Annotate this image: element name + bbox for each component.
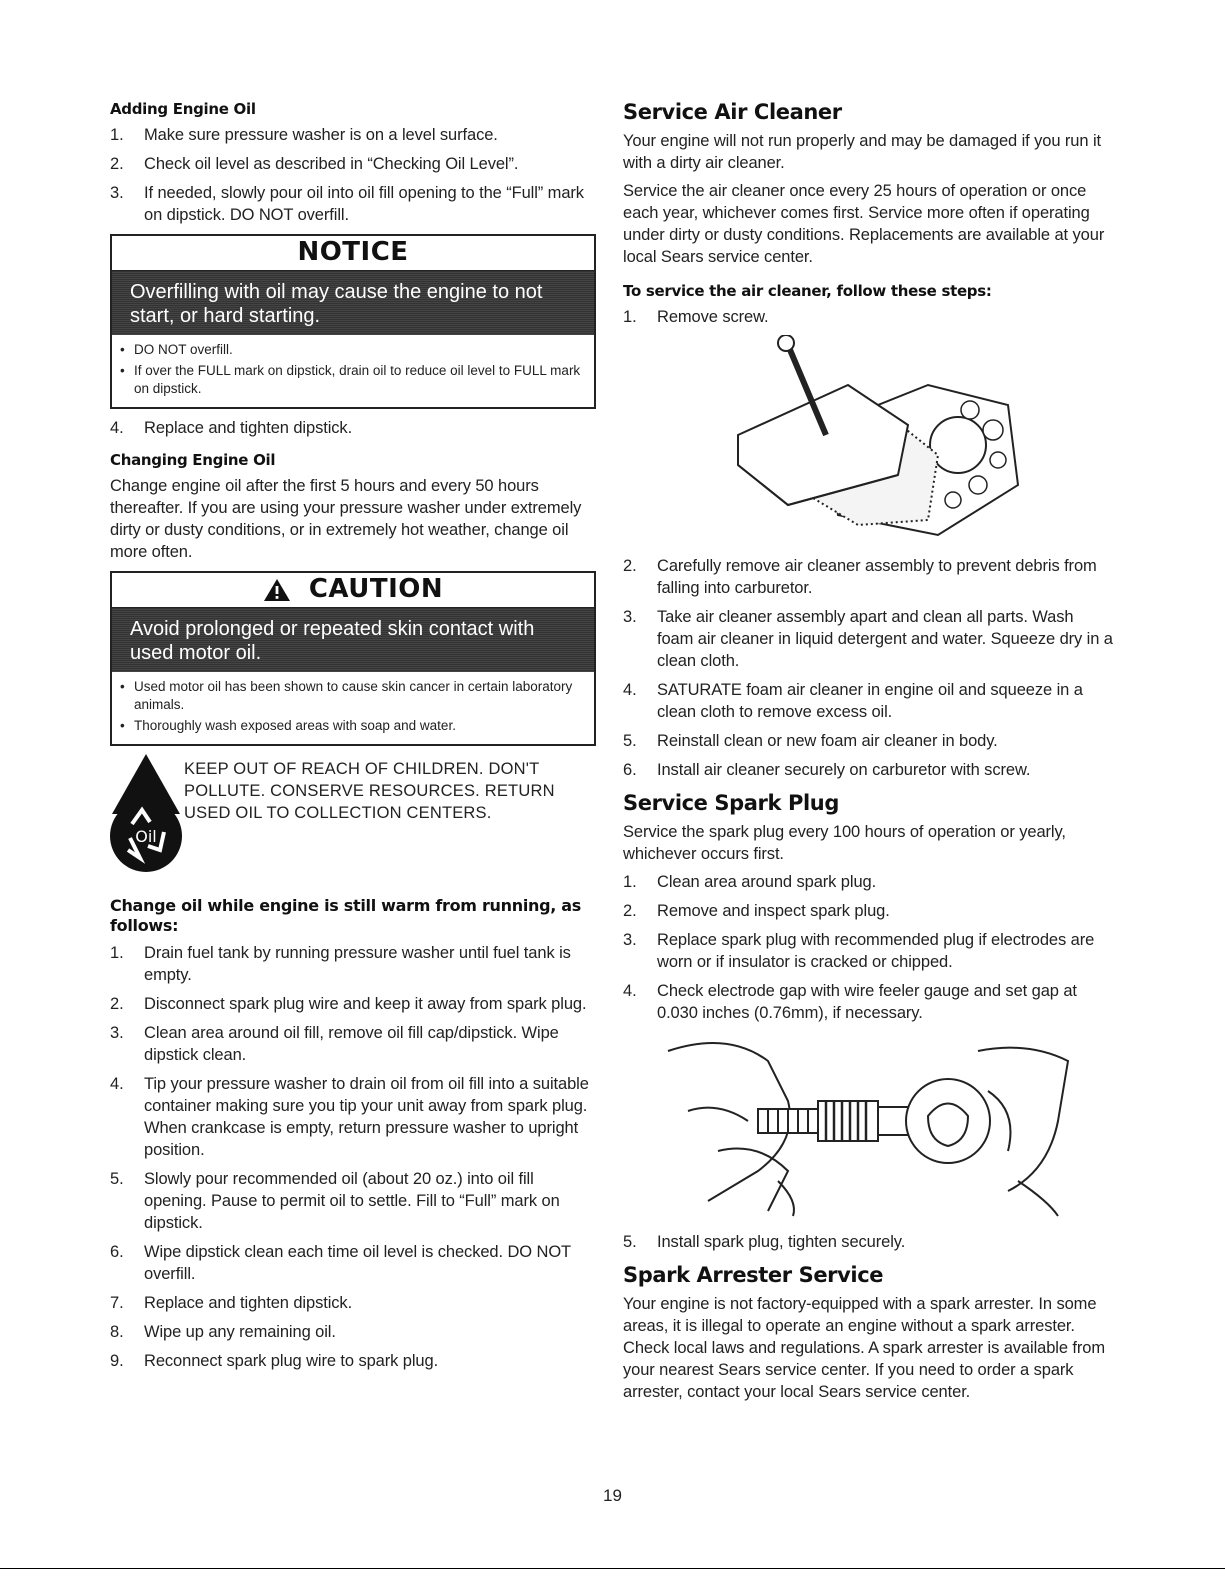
air-cleaner-illustration xyxy=(708,335,1028,545)
page-number: 19 xyxy=(603,1486,622,1505)
adding-oil-steps xyxy=(110,124,596,226)
notice-banner: Overfilling with oil may cause the engine to not start, or hard starting. xyxy=(112,270,594,335)
changing-oil-steps xyxy=(110,942,596,1372)
warm-oil-heading: Change oil while engine is still warm from running, as follows: xyxy=(110,896,582,935)
air-cleaner-steps xyxy=(623,555,1113,781)
list-item: 5. Slowly pour recommended oil (about 20 oz.) into oil fill opening. Pause to permit oil to settle. Fill to “Full” mark on dipstick. xyxy=(110,1170,560,1232)
list-item: 3. Replace spark plug with recommended plug if electrodes are worn or if insulator is cracked or chipped. xyxy=(623,931,1095,971)
spark-plug-para: Service the spark plug every 100 hours of operation or yearly, whichever occurs first. xyxy=(623,823,1066,863)
oil-recycle-icon xyxy=(110,754,182,882)
recycle-notice xyxy=(110,754,596,886)
caution-banner: Avoid prolonged or repeated skin contact with used motor oil. xyxy=(112,607,594,672)
list-item: 3. If needed, slowly pour oil into oil fill opening to the “Full” mark on dipstick. DO NOT overfill. xyxy=(110,184,584,224)
caution-title: CAUTION xyxy=(308,574,444,604)
list-item: 4. Replace and tighten dipstick. xyxy=(110,419,353,437)
list-item: 9. Reconnect spark plug wire to spark plug. xyxy=(110,1352,439,1370)
list-item: 4. Check electrode gap with wire feeler gauge and set gap at 0.030 inches (0.76mm), if necessary. xyxy=(623,982,1077,1022)
adding-oil-heading: Adding Engine Oil xyxy=(110,100,256,118)
list-item: 1. Clean area around spark plug. xyxy=(623,873,877,891)
list-item: 2. Remove and inspect spark plug. xyxy=(623,902,890,920)
list-item: 1. Remove screw. xyxy=(623,308,769,326)
list-item: 3. Clean area around oil fill, remove oil fill cap/dipstick. Wipe dipstick clean. xyxy=(110,1024,559,1064)
caution-bullets xyxy=(112,672,594,744)
list-item: 1. Drain fuel tank by running pressure washer until fuel tank is empty. xyxy=(110,944,571,984)
caution-box xyxy=(110,571,596,746)
spark-plug-heading: Service Spark Plug xyxy=(623,791,839,815)
list-item: 6. Install air cleaner securely on carburetor with screw. xyxy=(623,761,1031,779)
list-item: • If over the FULL mark on dipstick, drain oil to reduce oil level to FULL mark on dipstick. xyxy=(120,362,586,398)
changing-oil-paragraph: Change engine oil after the first 5 hours and every 50 hours thereafter. If you are using your pressure washer under extremely dirty or dusty conditions, or in extremely hot weather, change oil more often. xyxy=(110,477,582,561)
list-item: 6. Wipe dipstick clean each time oil level is checked. DO NOT overfill. xyxy=(110,1243,571,1283)
list-item: • Used motor oil has been shown to cause skin cancer in certain laboratory animals. xyxy=(120,678,586,714)
spark-plug-illustration xyxy=(648,1031,1088,1221)
list-item: 5. Reinstall clean or new foam air cleaner in body. xyxy=(623,732,998,750)
list-item: 7. Replace and tighten dipstick. xyxy=(110,1294,353,1312)
warning-triangle-icon xyxy=(263,578,291,602)
list-item: 2. Disconnect spark plug wire and keep it away from spark plug. xyxy=(110,995,587,1013)
list-item: 4. SATURATE foam air cleaner in engine oil and squeeze in a clean cloth to remove excess oil. xyxy=(623,681,1083,721)
list-item: 1. Make sure pressure washer is on a level surface. xyxy=(110,126,498,144)
list-item: 8. Wipe up any remaining oil. xyxy=(110,1323,336,1341)
list-item: 5. Install spark plug, tighten securely. xyxy=(623,1233,906,1251)
list-item: • DO NOT overfill. xyxy=(120,341,586,359)
air-cleaner-step1 xyxy=(623,306,1113,328)
spark-plug-steps xyxy=(623,871,1113,1024)
list-item: 4. Tip your pressure washer to drain oil from oil fill into a suitable container making sure you tip your unit away from spark plug. When crankcase is empty, return pressure washer to upright position. xyxy=(110,1075,589,1159)
air-cleaner-para2: Service the air cleaner once every 25 hours of operation or once each year, whichever comes first. Service more often if operating under dirty or dusty conditions. Replacements are available at your local Sears service center. xyxy=(623,182,1105,266)
recycle-text: KEEP OUT OF REACH OF CHILDREN. DON'T POLLUTE. CONSERVE RESOURCES. RETURN USED OIL TO COLLECTION CENTERS. xyxy=(184,760,555,822)
left-column xyxy=(110,100,596,1379)
list-item: • Thoroughly wash exposed areas with soap and water. xyxy=(120,717,586,735)
notice-box xyxy=(110,234,596,409)
adding-oil-step4 xyxy=(110,417,596,439)
spark-arrester-heading: Spark Arrester Service xyxy=(623,1263,884,1287)
spark-plug-step5 xyxy=(623,1231,1113,1253)
notice-title: NOTICE xyxy=(297,237,409,267)
air-cleaner-para1: Your engine will not run properly and may be damaged if you run it with a dirty air cleaner. xyxy=(623,132,1101,172)
caution-title-row xyxy=(112,573,594,607)
list-item: 3. Take air cleaner assembly apart and clean all parts. Wash foam air cleaner in liquid detergent and water. Squeeze dry in a clean cloth. xyxy=(623,608,1113,670)
right-column xyxy=(623,100,1113,1409)
svg-text:Oil: Oil xyxy=(135,827,157,846)
air-cleaner-steps-heading: To service the air cleaner, follow these steps: xyxy=(623,282,992,300)
list-item: 2. Carefully remove air cleaner assembly to prevent debris from falling into carburetor. xyxy=(623,557,1097,597)
air-cleaner-heading: Service Air Cleaner xyxy=(623,100,842,124)
changing-oil-heading: Changing Engine Oil xyxy=(110,451,276,469)
notice-bullets xyxy=(112,335,594,407)
spark-arrester-para: Your engine is not factory-equipped with a spark arrester. In some areas, it is illegal to operate an engine without a spark arrester. Check local laws and regulations. A spark arrester is available from your nearest Sears service center. If you need to order a spark arrester, contact your local Sears service center. xyxy=(623,1295,1106,1401)
bottom-rule xyxy=(0,1568,1225,1569)
list-item: 2. Check oil level as described in “Checking Oil Level”. xyxy=(110,155,519,173)
